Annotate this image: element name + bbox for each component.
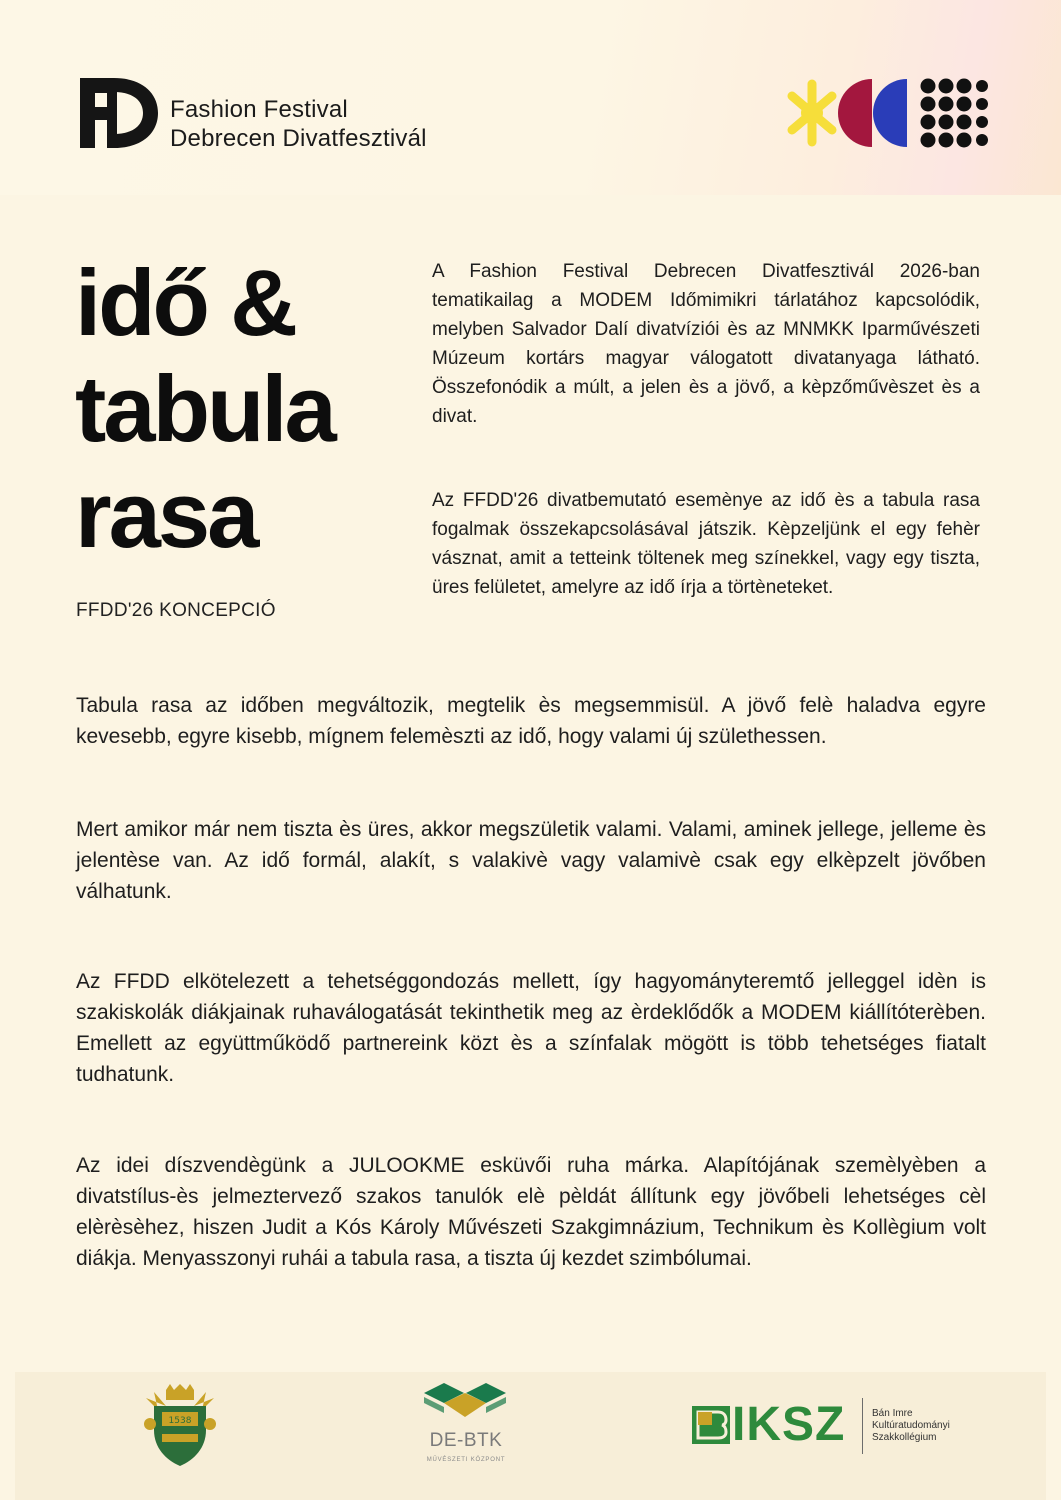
debtk-logo-icon: [424, 1383, 506, 1423]
concept-label: FFDD'26 KONCEPCIÓ: [76, 600, 276, 621]
debtk-name: DE-BTK: [429, 1430, 503, 1451]
page-title: [75, 250, 334, 568]
crest-year: 1538: [168, 1416, 192, 1426]
brand-line-2: Debrecen Divatfesztivál: [170, 125, 427, 152]
title-line-2: tabula: [75, 356, 334, 461]
paragraph-guest: Az idei díszvendègünk a JULOOKME esküvői ruha márka. Alapítójának szemèlyèben a divatstílus-ès jelmeztervező szakos tanulók elè pèldát állítunk egy jövőbeli lehetséges cèl elèrèsèhez, hiszen Judit a Kós Károly Művészeti Szakgimnázium, Technikum ès Kollègium volt diákja. Menyasszonyi ruhái a tabula rasa, a tiszta új kezdet szimbólumai.: [76, 1154, 986, 1270]
modem-logo: [786, 76, 988, 150]
brand-line-1: Fashion Festival: [170, 96, 348, 123]
paragraph-event: Az FFDD'26 divatbemutató esemènye az idő ès a tabula rasa fogalmak összekapcsolásával játszik. Kèpzeljünk el egy fehèr vásznat, amit a tetteink töltenek meg színekkel, vagy egy tiszta, üres felületet, amelyre az idő írja a törtèneteket.: [432, 490, 980, 598]
biksz-name-line-1: Bán Imre: [872, 1408, 913, 1419]
university-crest-icon: [138, 1384, 222, 1468]
biksz-full-name: [872, 1408, 950, 1444]
biksz-divider: [862, 1398, 863, 1454]
paragraph-talent: Az FFDD elkötelezett a tehetséggondozás mellett, így hagyományteremtő jelleggel idèn is szakiskolák diákjainak ruhaválogatását tekinthetik meg az èrdeklődők a MODEM kiállítóterèben. Emellett az együttműködő partnereink közt ès a színfalak mögött is több tehetséges fiatalt tudhatunk.: [76, 970, 986, 1086]
title-line-3: rasa: [75, 462, 257, 567]
biksz-name-line-3: Szakkollégium: [872, 1432, 937, 1443]
title-line-1: idő &: [75, 250, 295, 355]
biksz-wordmark: IKSZ: [732, 1398, 846, 1451]
debtk-subtitle: MŰVÉSZETI KÖZPONT: [426, 1457, 506, 1463]
biksz-logo-icon: [692, 1406, 730, 1444]
biksz-name-line-2: Kultúratudományi: [872, 1420, 950, 1431]
paragraph-meaning: Mert amikor már nem tiszta ès üres, akkor megszületik valami. Valami, aminek jellege, jelleme ès jelentèse van. Az idő formál, alakít, s valakivè vagy valamivè csak egy elkèpzelt jövőben válhatunk.: [76, 818, 986, 903]
fashion-festival-logo: [80, 78, 158, 148]
brand-name: [170, 95, 427, 153]
paragraph-intro: A Fashion Festival Debrecen Divatfesztivál 2026-ban tematikailag a MODEM Időmimikri tárlatához kapcsolódik, melyben Salvador Dalí divatvíziói ès az MNMKK Iparművészeti Múzeum kortárs magyar válogatott divatanyaga látható. Összefonódik a múlt, a jelen ès a jövő, a kèpzőművèszet ès a divat.: [432, 261, 980, 427]
paragraph-tabula-rasa: Tabula rasa az időben megváltozik, megtelik ès megsemmisül. A jövő felè haladva egyre kevesebb, egyre kisebb, mígnem felemèszti az idő, hogy valami új születhessen.: [76, 694, 986, 748]
